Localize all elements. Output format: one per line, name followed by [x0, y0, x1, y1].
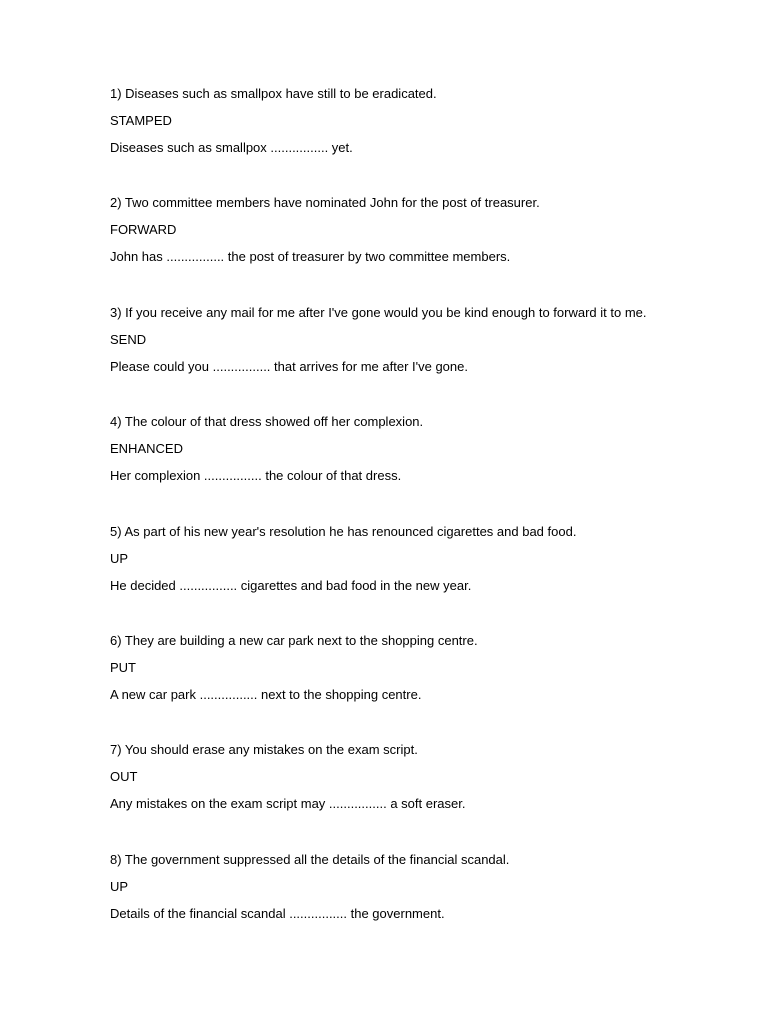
gapped-sentence: John has ................ the post of treasurer by two committee members.	[110, 249, 511, 264]
exercise-6	[110, 633, 730, 703]
gapped-sentence: Any mistakes on the exam script may ................ a soft eraser.	[110, 796, 466, 811]
exercise-5	[110, 524, 730, 594]
exercise-3	[110, 305, 730, 375]
keyword: PUT	[110, 660, 136, 675]
original-sentence: 3) If you receive any mail for me after I've gone would you be kind enough to forward it to me.	[110, 305, 647, 320]
keyword: FORWARD	[110, 222, 177, 237]
exercise-2	[110, 195, 730, 265]
exercise-8	[110, 852, 730, 922]
original-sentence: 6) They are building a new car park next to the shopping centre.	[110, 633, 478, 648]
keyword: SEND	[110, 332, 147, 347]
keyword: UP	[110, 551, 129, 566]
gapped-sentence: Her complexion ................ the colour of that dress.	[110, 468, 402, 483]
exercise-7	[110, 742, 730, 812]
gapped-sentence: Diseases such as smallpox ................ yet.	[110, 140, 353, 155]
exercise-4	[110, 414, 730, 484]
gapped-sentence: He decided ................ cigarettes and bad food in the new year.	[110, 578, 472, 593]
original-sentence: 2) Two committee members have nominated John for the post of treasurer.	[110, 195, 540, 210]
original-sentence: 7) You should erase any mistakes on the exam script.	[110, 742, 418, 757]
keyword: STAMPED	[110, 113, 172, 128]
gapped-sentence: A new car park ................ next to the shopping centre.	[110, 687, 422, 702]
original-sentence: 1) Diseases such as smallpox have still to be eradicated.	[110, 86, 437, 101]
gapped-sentence: Details of the financial scandal ................ the government.	[110, 906, 445, 921]
exercise-1	[110, 86, 730, 156]
original-sentence: 8) The government suppressed all the details of the financial scandal.	[110, 852, 510, 867]
original-sentence: 4) The colour of that dress showed off her complexion.	[110, 414, 424, 429]
gapped-sentence: Please could you ................ that arrives for me after I've gone.	[110, 359, 468, 374]
original-sentence: 5) As part of his new year's resolution he has renounced cigarettes and bad food.	[110, 524, 577, 539]
keyword: UP	[110, 879, 129, 894]
keyword: ENHANCED	[110, 441, 183, 456]
keyword: OUT	[110, 769, 138, 784]
